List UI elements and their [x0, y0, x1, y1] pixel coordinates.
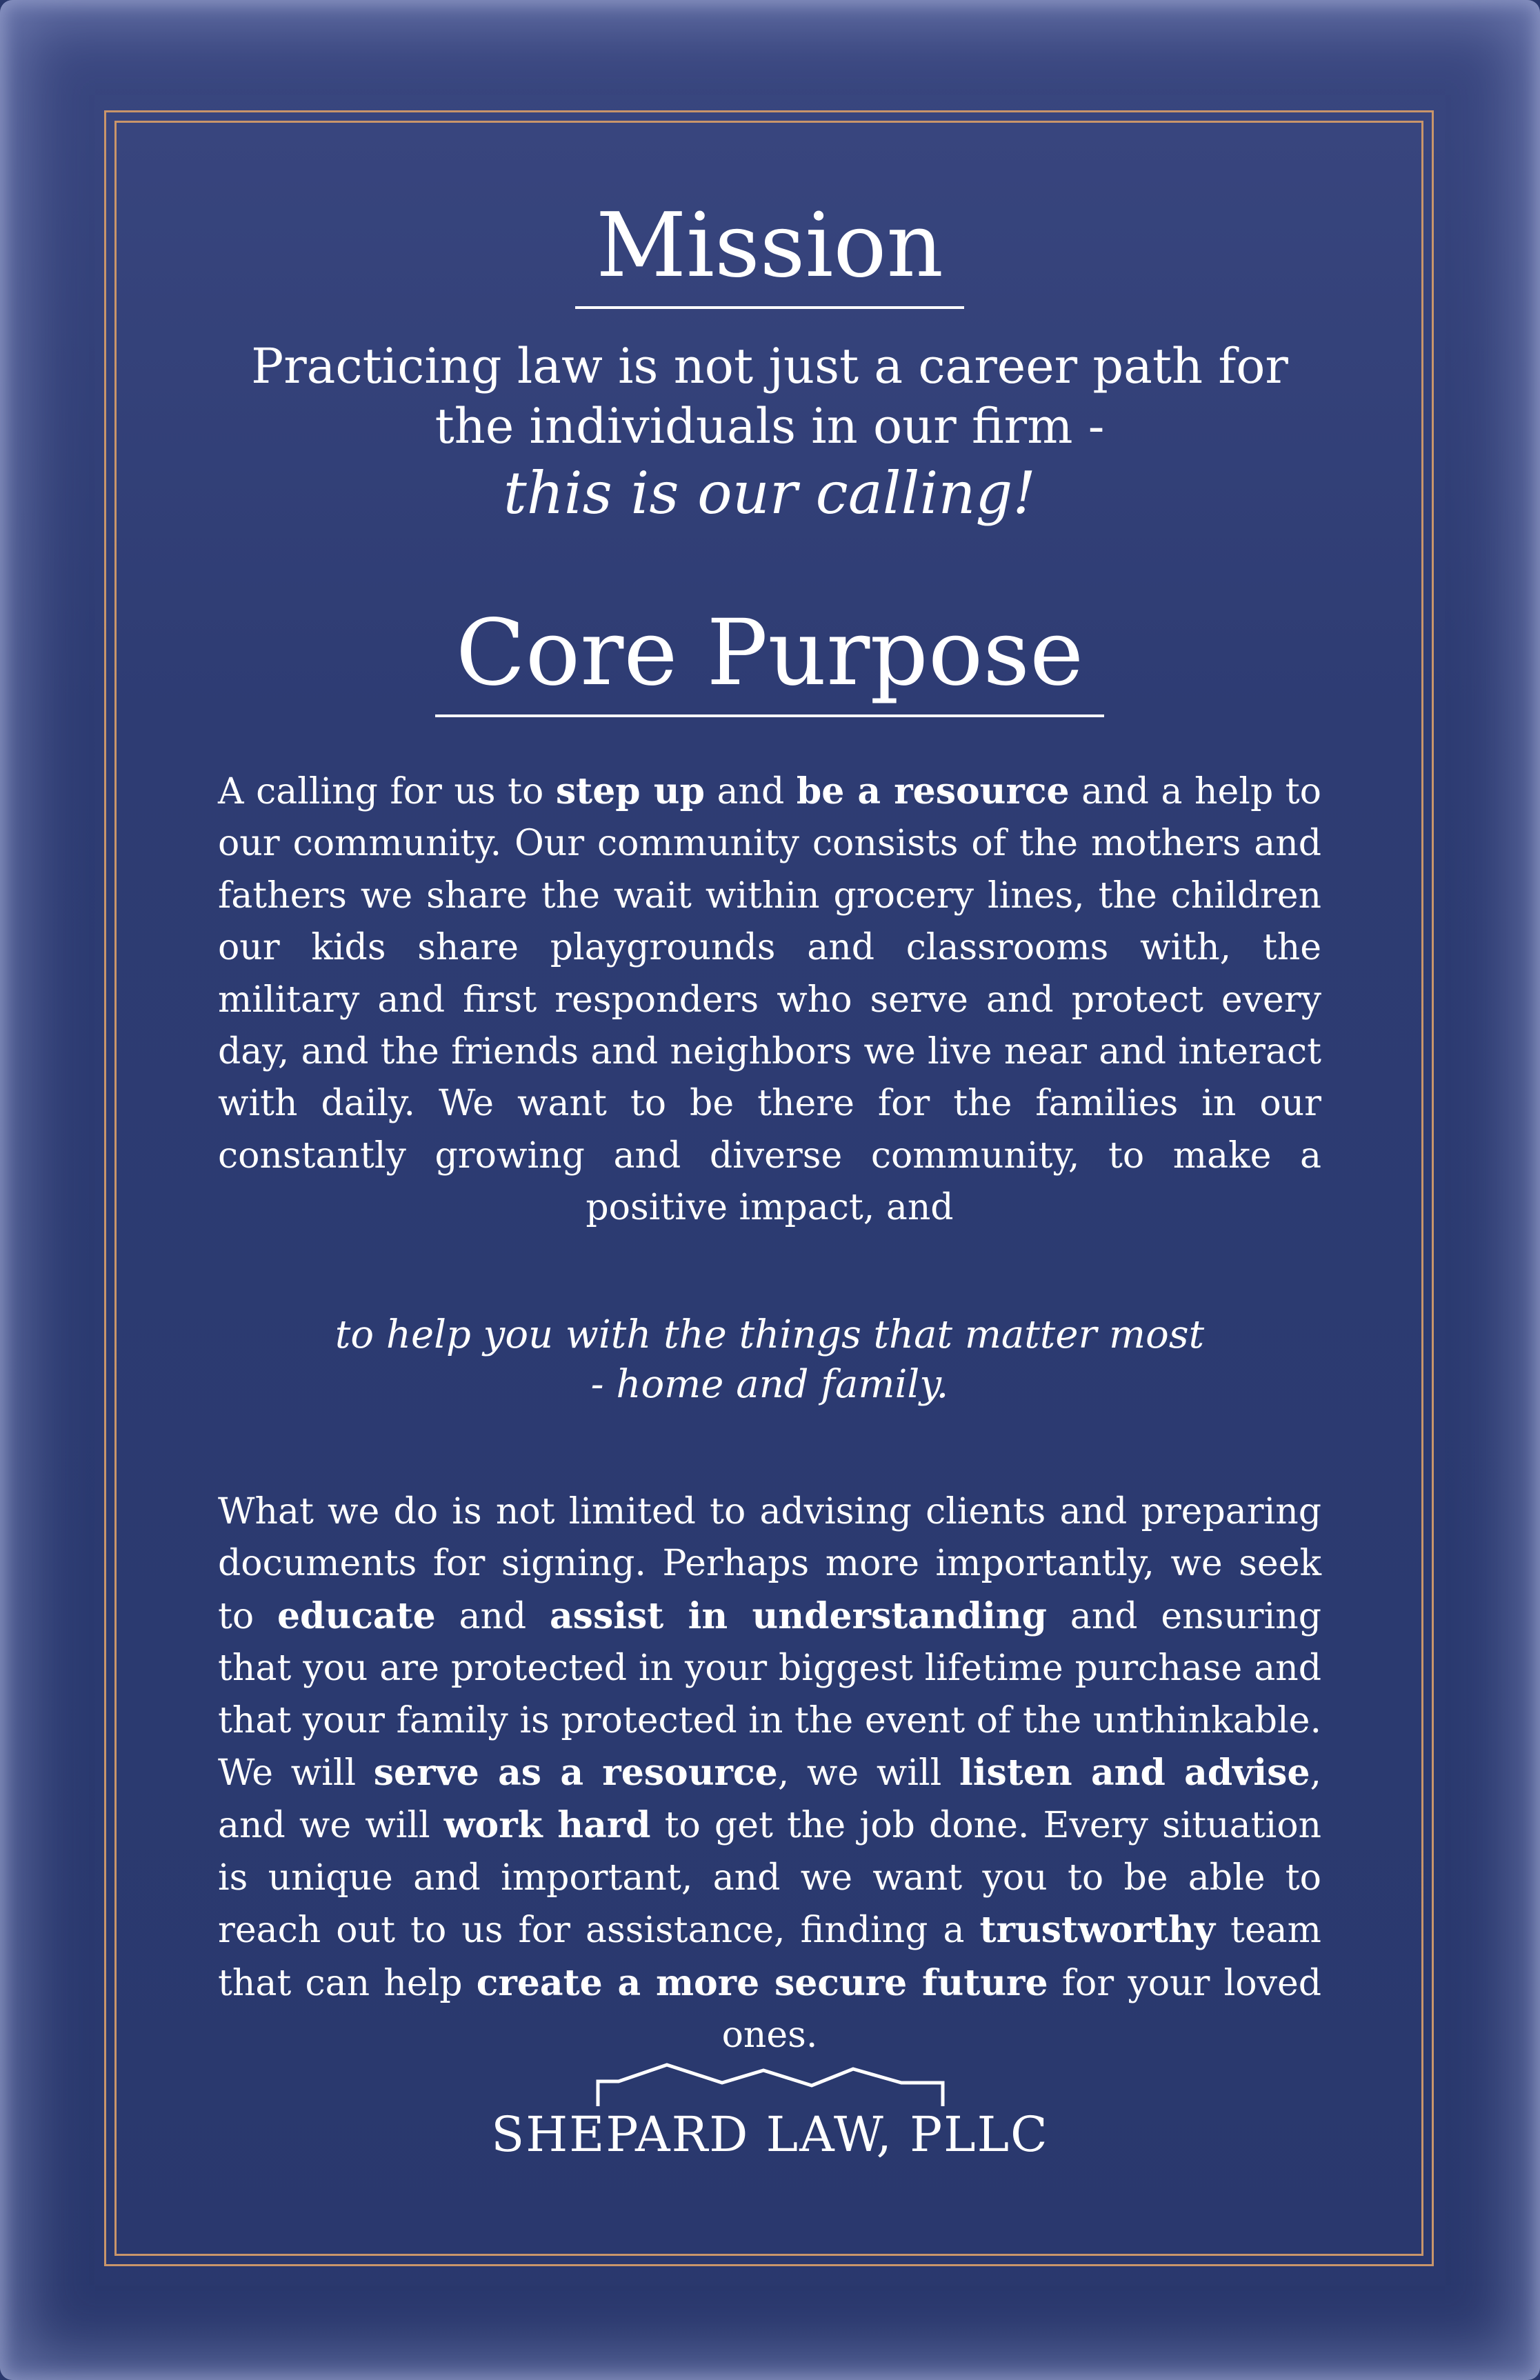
text-run: team that can help	[218, 1910, 1321, 2004]
mission-line-1: Practicing law is not just a career path for	[251, 337, 1288, 394]
emphasized-phrase: educate	[277, 1594, 436, 1637]
text-run: to get the job done. Every situation is unique and important, and we want you to be able to reach out to us for assistance, finding a	[218, 1805, 1321, 1952]
emphasized-phrase: create a more secure future	[476, 1961, 1048, 2004]
core-purpose-heading-text: Core Purpose	[435, 599, 1104, 717]
text-run: A calling for us to	[218, 770, 556, 812]
text-run: for your loved ones.	[721, 1962, 1322, 2056]
core-purpose-heading	[218, 599, 1321, 717]
emphasized-phrase: serve as a resource	[373, 1752, 778, 1794]
emphasized-phrase: be a resource	[796, 770, 1070, 812]
emphasized-phrase: listen and advise	[959, 1752, 1310, 1794]
core-purpose-paragraph-1	[218, 766, 1321, 1234]
callout-line-2: - home and family.	[590, 1362, 949, 1408]
core-purpose-paragraph-2	[218, 1486, 1321, 2061]
text-run: and ensuring that you are protected in your biggest lifetime purchase and that your family is protected in the event of the unthinkable. We will	[218, 1595, 1322, 1794]
plaque-content	[218, 193, 1321, 2061]
emphasized-phrase: assist in understanding	[549, 1594, 1048, 1637]
emphasized-phrase: step up	[555, 770, 705, 812]
text-run: and	[704, 770, 797, 812]
firm-name: SHEPARD LAW, PLLC	[491, 2106, 1049, 2163]
mission-emphasis: this is our calling!	[503, 459, 1037, 527]
core-purpose-callout	[218, 1310, 1321, 1411]
text-run: and a help to our community. Our community consists of the mothers and fathers we share the wait within grocery lines, the children our kids share playgrounds and classrooms with, the military and first responders who serve and protect every day, and the friends and neighbors we live near and interact with daily. We want to be there for the families in our constantly growing and diverse community, to make a positive impact, and	[218, 770, 1321, 1229]
text-run: , we will	[777, 1752, 959, 1794]
firm-logo	[0, 2062, 1540, 2163]
mission-statement	[218, 337, 1321, 530]
text-run: What we do is not limited to advising clients and preparing documents for signing. Perhaps more importantly, we seek to	[218, 1491, 1321, 1637]
mission-line-2: the individuals in our firm -	[434, 398, 1105, 455]
emphasized-phrase: work hard	[443, 1804, 651, 1847]
text-run: and	[435, 1595, 550, 1637]
mission-heading-text: Mission	[575, 193, 964, 309]
text-run: , and we will	[218, 1752, 1321, 1847]
mission-heading	[218, 193, 1321, 309]
callout-line-1: to help you with the things that matter most	[334, 1312, 1205, 1357]
rooftops-icon	[591, 2062, 950, 2110]
emphasized-phrase: trustworthy	[979, 1909, 1215, 1952]
